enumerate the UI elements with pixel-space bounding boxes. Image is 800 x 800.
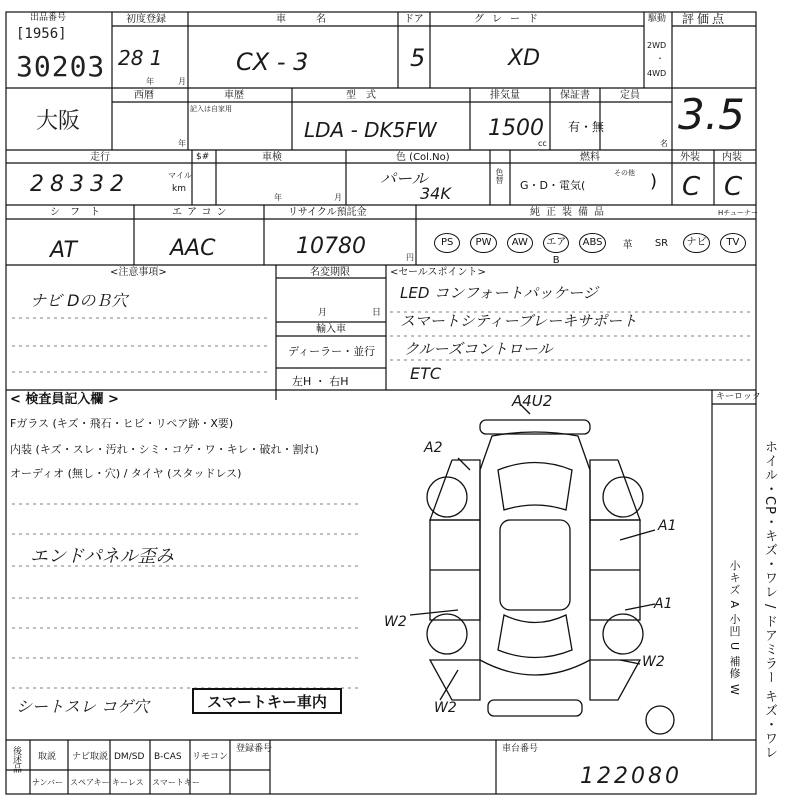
car-name-value: CX - 3	[236, 48, 309, 76]
damage-mark-a4u2: A4U2	[512, 392, 553, 410]
color-change-label: 色替	[495, 168, 504, 184]
fuel-close: )	[650, 171, 658, 192]
reg-number-label: 登録番号	[236, 744, 273, 754]
caution-label: <注意事項>	[110, 267, 167, 278]
option-0: PS	[434, 233, 460, 253]
option-list	[430, 231, 750, 266]
footer-item-navi-manual: ナビ取説	[72, 752, 109, 762]
footer-item-remote: リモコン	[192, 752, 229, 762]
keylock-label: キーロック	[716, 392, 761, 402]
warranty-value: 有・無	[568, 120, 605, 134]
mileage-value: 28332	[30, 172, 130, 197]
inspection-year-unit: 年	[274, 193, 282, 202]
drive-2wd: 2WD	[647, 41, 667, 50]
option-8: TV	[720, 233, 746, 253]
chassis-value: 122080	[580, 764, 682, 789]
damage-mark-a1-front: A1	[658, 518, 677, 534]
damage-mark-w2-left: W2	[384, 614, 407, 630]
import-label: 輸入車	[316, 324, 346, 335]
lot-label: 出品番号	[30, 13, 67, 23]
ac-label: エアコン	[172, 207, 232, 218]
auction-sheet: 出品番号 [1956] 30203 初度登録 28 1 年 月 車名 CX - 3 ドア 5 グレード XD 駆動 2WD ・ 4WD 評価点 3.5 大阪 西暦 車歴 記入は自家用 年 型式 LDA - DK5FW 排気量 1500 cc 保証書 有・無 定員 名 走行 28332 マイル km $# 車検 年 月 色 (Col.No) パール 34K 色替 燃料 G・D・電気( その他 ) 外装 C 内装 C シフト AT エアコン AAC リサイクル預託金 10780 円 純正装備品 Hチューナー PS PW AW エアB ABS 革 SR ナビ TV <注意事項> ナビ DのＢ穴 名変期限 月 日 輸入車 ディーラー・並行 左H ・ 右H <セールスポイント> LED コンフォートパッケージ スマートシティーブレーキサポート クルーズコントロール ETC < 検査員記入欄 > Fガラス (キズ・飛石・ヒビ・リペア跡・X要) 内装 (キズ・スレ・汚れ・シミ・コゲ・ワ・キレ・破れ・割れ) オーディオ (無し・穴) / タイヤ (スタッドレス) エンドパネル歪み シートスレ コゲ穴 スマートキー車内 キーロック ホイル・CP・キズ・ワレ / ドアミラー キズ・ワレ 小キズ A 小凹 U 補修 W A4U2 A2 A1 A1 W2 W2 W2 後述品 取説 ナビ取説 DM/SD B-CAS リモコン ナンバー スペアキー キーレス スマートキー 登録番号 車台番号 122080	[0, 0, 800, 800]
option-3: エアB	[543, 233, 569, 253]
dealer-label: ディーラー・並行	[288, 345, 376, 358]
drive-4wd: 4WD	[647, 69, 667, 78]
damage-mark-a2: A2	[424, 440, 443, 456]
interior-label: 内装	[722, 152, 742, 163]
mileage-label: 走行	[90, 152, 110, 163]
exterior-label: 外装	[680, 152, 700, 163]
first-reg-label: 初度登録	[126, 14, 166, 25]
option-7: ナビ	[683, 233, 709, 253]
model-label: 型式	[346, 90, 386, 101]
inspection-hand-note-1: エンドパネル歪み	[30, 546, 174, 567]
sales-point-1: LED コンフォートパッケージ	[400, 284, 598, 302]
footer-item-number: ナンバー	[32, 778, 64, 787]
damage-legend: ホイル・CP・キズ・ワレ / ドアミラー キズ・ワレ	[762, 440, 777, 760]
fuel-label: 燃料	[580, 152, 600, 163]
inspection-line-1: Fガラス (キズ・飛石・ヒビ・リペア跡・X要)	[10, 417, 234, 430]
western-label: 西暦	[134, 90, 154, 101]
damage-mark-w2-rear: W2	[434, 700, 457, 716]
lot-year: [1956]	[16, 26, 67, 42]
s-label: $#	[196, 152, 210, 162]
color-code: 34K	[420, 184, 451, 203]
caution-value: ナビ DのＢ穴	[30, 291, 128, 310]
door-value: 5	[410, 44, 426, 72]
history-label: 車歴	[224, 90, 244, 101]
footer-item-manual: 取説	[38, 752, 57, 762]
equipment-label: 純正装備品	[530, 207, 610, 218]
color-value: パール	[380, 169, 428, 188]
car-name-label: 車名	[276, 14, 356, 25]
option-2: AW	[507, 233, 533, 253]
inspection-hand-note-2: シートスレ コゲ穴	[16, 697, 149, 716]
score-label: 評価点	[682, 12, 728, 26]
grade-label: グレード	[474, 14, 546, 25]
mileage-unit-mile: マイル	[168, 171, 192, 180]
car-damage-diagram	[410, 404, 677, 734]
first-reg-month-unit: 月	[178, 77, 186, 86]
color-label: 色 (Col.No)	[396, 152, 450, 163]
inspection-label: 車検	[262, 152, 282, 163]
capacity-unit: 名	[660, 139, 668, 148]
sales-point-2: スマートシティーブレーキサポート	[400, 312, 638, 330]
exterior-value: C	[682, 172, 701, 202]
recycle-unit: 円	[406, 253, 414, 262]
lot-number: 30203	[16, 50, 106, 83]
damage-mark-a1-rear: A1	[654, 596, 673, 612]
name-change-month: 月	[318, 308, 328, 318]
option-6: SR	[654, 237, 669, 249]
footer-item-dm-sd: DM/SD	[114, 752, 145, 762]
ac-value: AAC	[170, 236, 216, 261]
damage-legend-sub: 小キズ A 小凹 U 補修 W	[728, 560, 741, 696]
footer-item-smart-key: スマートキー	[152, 778, 200, 787]
sales-point-3: クルーズコントロール	[404, 340, 553, 358]
recycle-value: 10780	[296, 234, 366, 259]
mileage-unit-km: km	[172, 184, 186, 194]
warranty-label: 保証書	[560, 90, 590, 101]
score-value: 3.5	[678, 90, 745, 139]
drive-label: 駆動	[648, 14, 667, 24]
option-4: ABS	[579, 233, 605, 253]
option-1: PW	[470, 233, 496, 253]
capacity-label: 定員	[620, 90, 640, 101]
model-value: LDA - DK5FW	[304, 118, 437, 142]
name-change-day: 日	[372, 308, 382, 318]
shift-value: AT	[50, 238, 77, 263]
chassis-label: 車台番号	[502, 744, 539, 754]
grade-value: XD	[508, 46, 541, 71]
displacement-value: 1500	[488, 116, 544, 141]
footer-item-bcas: B-CAS	[154, 752, 182, 762]
smart-key-stamp: スマートキー車内	[192, 688, 342, 714]
tuner-label: Hチューナー	[718, 209, 759, 217]
region-value: 大阪	[36, 109, 81, 134]
name-change-label: 名変期限	[310, 267, 350, 278]
rear-label: 後述品	[11, 746, 21, 773]
fuel-value: G・D・電気(	[520, 179, 586, 192]
inspection-title: < 検査員記入欄 >	[10, 392, 119, 407]
inspection-line-3: オーディオ (無し・穴) / タイヤ (スタッドレス)	[10, 467, 242, 480]
inspection-line-2: 内装 (キズ・スレ・汚れ・シミ・コゲ・ワ・キレ・破れ・割れ)	[10, 443, 319, 456]
steering-label: 左H ・ 右H	[292, 375, 349, 388]
door-label: ドア	[404, 14, 424, 25]
fuel-other: その他	[614, 169, 635, 177]
sales-points-label: <セールスポイント>	[390, 267, 486, 278]
damage-mark-w2-right: W2	[642, 654, 665, 670]
shift-label: シフト	[50, 207, 110, 218]
recycle-label: リサイクル預託金	[288, 207, 367, 218]
history-note: 記入は自家用	[190, 105, 232, 113]
displacement-label: 排気量	[490, 90, 520, 101]
interior-value: C	[724, 172, 743, 202]
inspection-month-unit: 月	[334, 193, 342, 202]
footer-item-keyless: キーレス	[112, 778, 144, 787]
footer-item-spare-key: スペアキー	[70, 778, 110, 787]
history-year-unit: 年	[178, 139, 186, 148]
displacement-unit: cc	[538, 139, 547, 148]
option-5: 革	[622, 239, 633, 251]
sales-point-4: ETC	[410, 364, 442, 383]
first-reg-year-unit: 年	[146, 77, 154, 86]
first-reg-value: 28 1	[118, 46, 163, 70]
